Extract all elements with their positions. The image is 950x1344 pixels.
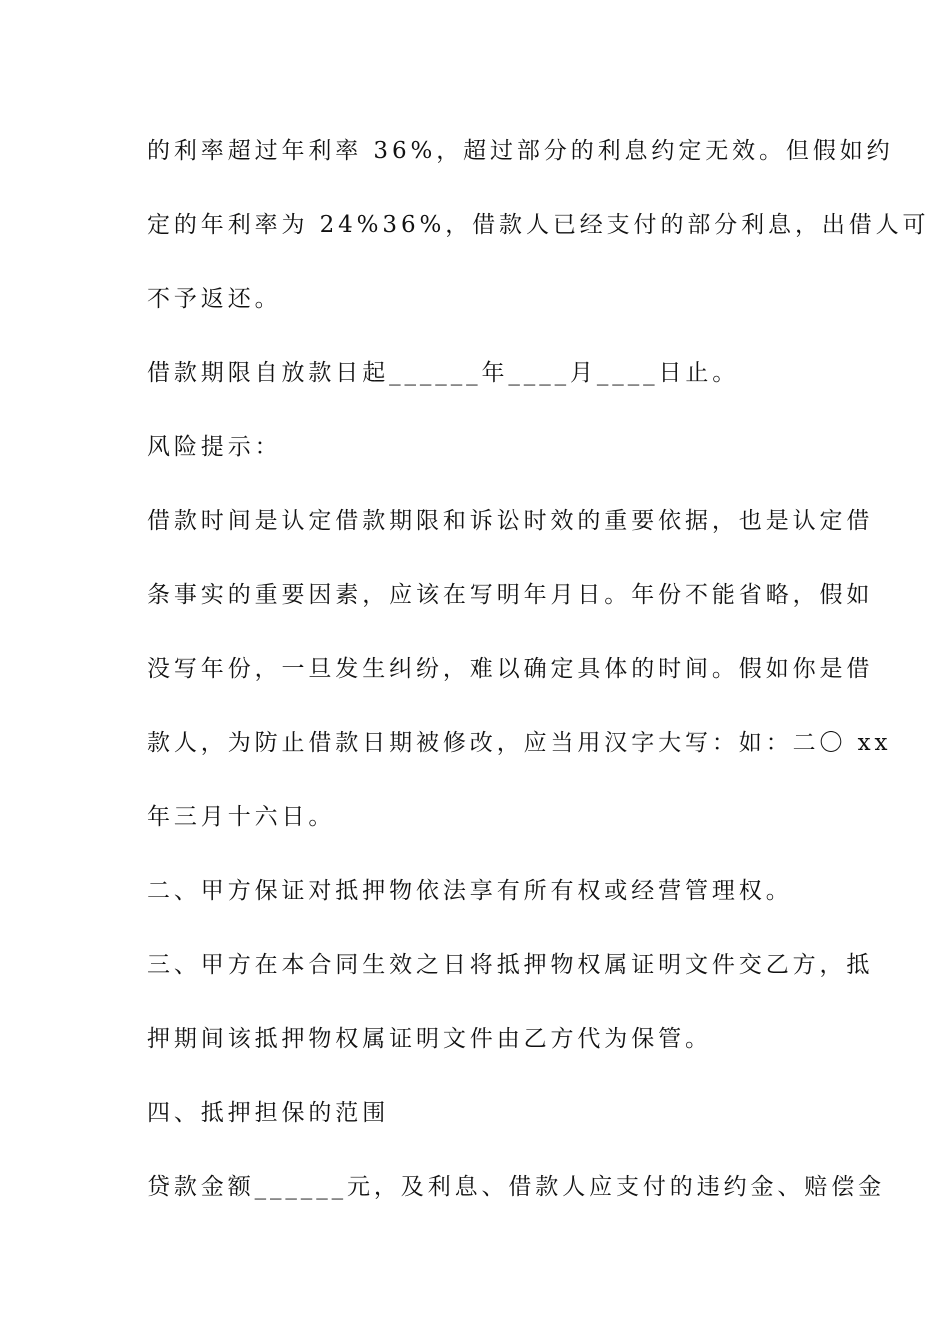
text-line: 条事实的重要因素，应该在写明年月日。年份不能省略，假如 <box>147 582 874 608</box>
clause-line: 二、甲方保证对抵押物依法享有所有权或经营管理权。 <box>147 878 793 904</box>
text-line: 贷款金额______元，及利息、借款人应支付的违约金、赔偿金 <box>147 1174 885 1200</box>
text-line: 没写年份，一旦发生纠纷，难以确定具体的时间。假如你是借 <box>147 656 874 682</box>
text-line: 款人，为防止借款日期被修改，应当用汉字大写：如：二〇 xx <box>147 730 892 756</box>
text-line: 不予返还。 <box>147 286 282 312</box>
text-line: 借款期限自放款日起______年____月____日止。 <box>147 360 740 386</box>
text-line: 押期间该抵押物权属证明文件由乙方代为保管。 <box>147 1026 712 1052</box>
text-line: 定的年利率为 24%36%，借款人已经支付的部分利息，出借人可 <box>147 212 930 238</box>
text-line: 年三月十六日。 <box>147 804 336 830</box>
text-line: 的利率超过年利率 36%，超过部分的利息约定无效。但假如约 <box>147 138 894 164</box>
section-heading: 风险提示： <box>147 434 282 460</box>
clause-heading: 四、抵押担保的范围 <box>147 1100 390 1126</box>
text-line: 借款时间是认定借款期限和诉讼时效的重要依据，也是认定借 <box>147 508 874 534</box>
clause-line: 三、甲方在本合同生效之日将抵押物权属证明文件交乙方，抵 <box>147 952 874 978</box>
